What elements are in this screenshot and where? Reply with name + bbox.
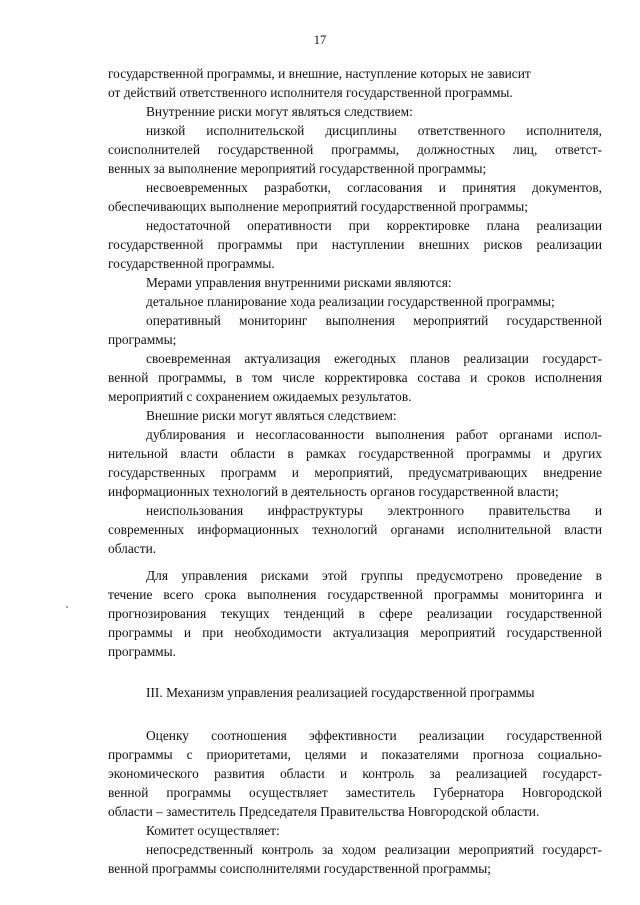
text-line: венных за выполнение мероприятий государственной программы; [108,161,487,176]
text-line: области. [108,541,157,556]
text-line: нительной власти области в рамках государственной программы и других [108,446,602,461]
text-line: от действий ответственного исполнителя государственной программы. [108,85,513,100]
text-line: мероприятий с сохранением ожидаемых результатов. [108,389,412,404]
document-body [108,64,602,878]
text-line: венной программы соисполнителями государственной программы; [108,861,491,876]
page-number: 17 [313,33,327,47]
text-line: непосредственный контроль за ходом реализации мероприятий государст- [146,842,602,857]
text-line: современных информационных технологий органами исполнительной власти [108,522,602,537]
text-line: прогнозирования текущих тенденций в сфере реализации государственной [108,606,602,621]
text-line: Внутренние риски могут являться следствием: [146,104,413,119]
text-line: соисполнителей государственной программы, должностных лиц, ответст- [108,142,602,157]
text-line: Комитет осуществляет: [146,823,280,838]
text-line: венной программы, в том числе корректировка состава и сроков исполнения [108,370,602,385]
text-line: низкой исполнительской дисциплины ответственного исполнителя, [146,123,602,138]
text-line: неиспользования инфраструктуры электронного правительства и [146,503,602,518]
text-line: информационных технологий в деятельность органов государственной власти; [108,484,559,499]
text-line: обеспечивающих выполнение мероприятий государственной программы; [108,199,528,214]
section-heading: III. Механизм управления реализацией государственной программы [146,685,535,700]
text-line: своевременная актуализация ежегодных планов реализации государст- [146,351,602,366]
text-line: оперативный мониторинг выполнения мероприятий государственной [146,313,602,328]
text-line: экономического развития области и контроль за реализацией государст- [108,766,602,781]
text-line: недостаточной оперативности при корректировке плана реализации [146,218,602,233]
text-line: области – заместитель Председателя Правительства Новгородской области. [108,804,540,819]
text-line: несвоевременных разработки, согласования и принятия документов, [146,180,602,195]
text-line: Для управления рисками этой группы предусмотрено проведение в [146,568,602,583]
text-line: течение всего срока выполнения государственной программы мониторинга и [108,587,602,602]
text-line: программы с приоритетами, целями и показателями прогноза социально- [108,747,602,762]
text-line: венной программы осуществляет заместитель Губернатора Новгородской [108,785,602,800]
text-line: программы. [108,644,176,659]
text-line: государственных программ и мероприятий, предусматривающих внедрение [108,465,602,480]
text-line: программы и при необходимости актуализация мероприятий государственной [108,625,602,640]
text-line: государственной программы. [108,256,275,271]
text-line: государственной программы при наступлении внешних рисков реализации [108,237,602,252]
text-line: программы; [108,332,177,347]
text-line: Внешние риски могут являться следствием: [146,408,397,423]
text-line: Оценку соотношения эффективности реализации государственной [146,728,602,743]
text-line: Мерами управления внутренними рисками являются: [146,275,452,290]
text-line: детальное планирование хода реализации государственной программы; [146,294,555,309]
text-line: дублирования и несогласованности выполнения работ органами испол- [146,427,602,442]
scan-speck [66,606,68,608]
text-line: государственной программы, и внешние, наступление которых не зависит [108,66,531,81]
